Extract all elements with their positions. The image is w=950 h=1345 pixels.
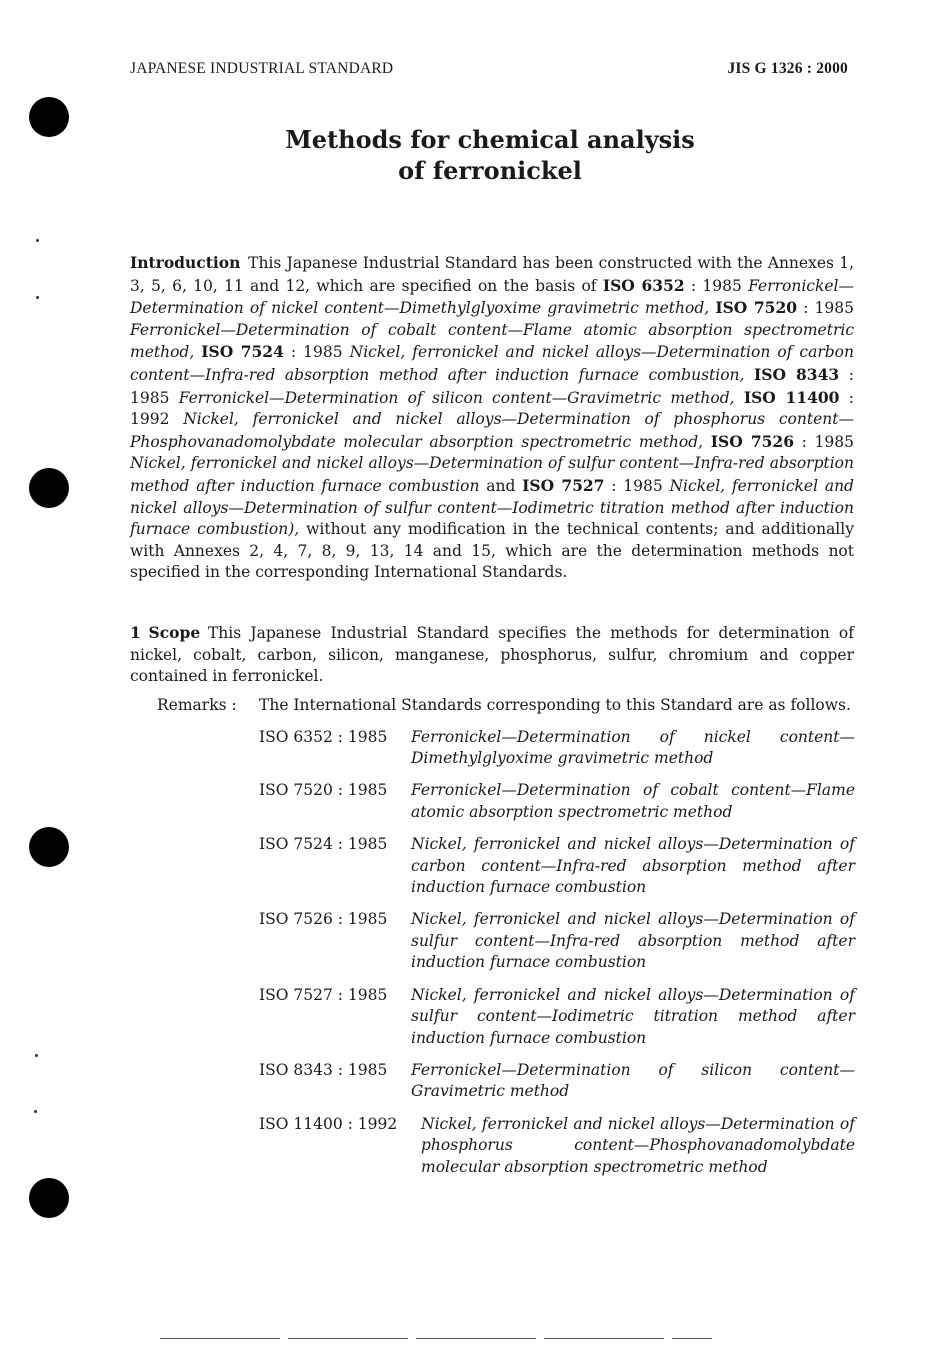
intro-iso-7526: ISO 7526 [710, 431, 794, 451]
intro-title-7520: Ferronickel—Determination of cobalt content—Flame atomic absorption spectrometric method, [130, 320, 854, 362]
introduction-paragraph [130, 252, 854, 584]
standard-item [259, 727, 855, 770]
page-header [130, 60, 848, 78]
punch-hole-1 [29, 97, 69, 137]
standard-number: ISO 8343 : 1985 [259, 1060, 388, 1079]
title-line-1: Methods for chemical analysis [285, 125, 695, 154]
intro-iso-6352: ISO 6352 [602, 275, 685, 295]
punch-hole-3 [29, 827, 69, 867]
scan-speck [34, 1110, 37, 1113]
intro-iso-7527: ISO 7527 [522, 475, 605, 495]
intro-title-7526: Nickel, ferronickel and nickel alloys—Determination of sulfur content—Infra-red absorption method after induction furnace combustion [130, 454, 854, 495]
intro-iso-7520: ISO 7520 [715, 298, 798, 318]
standard-title: Ferronickel—Determination of cobalt content—Flame atomic absorption spectrometric method [411, 781, 855, 821]
intro-year-11400: : 1992 [130, 388, 854, 429]
intro-text-1: This Japanese Industrial Standard has been constructed with the Annexes 1, 3, 5, 6, 10, 11 and 12, which are specified on the basis of [130, 254, 854, 295]
standards-list [259, 727, 855, 1179]
standard-number: ISO 7527 : 1985 [259, 985, 388, 1004]
standard-title: Nickel, ferronickel and nickel alloys—Determination of sulfur content—Infra-red absorption method after induction furnace combustion [411, 910, 855, 972]
document-title [130, 124, 850, 186]
intro-and: and [486, 476, 516, 495]
standard-item [259, 985, 855, 1050]
intro-year-7520: : 1985 [803, 299, 854, 318]
standard-number: ISO 7524 : 1985 [259, 834, 388, 853]
scope-text: This Japanese Industrial Standard specifies the methods for determination of nickel, cobalt, carbon, silicon, manganese, phosphorus, sulfur, chromium and copper contained in ferronickel. [130, 624, 854, 686]
intro-year-6352: : 1985 [690, 276, 742, 295]
standard-title: Nickel, ferronickel and nickel alloys—Determination of phosphorus content—Phosphovanadomolybdate molecular absorption spectrometric method [421, 1114, 855, 1176]
intro-iso-7524: ISO 7524 [201, 342, 284, 362]
scope-paragraph [130, 622, 854, 688]
standard-title: Ferronickel—Determination of silicon content—Gravimetric method [411, 1060, 855, 1101]
standard-item [259, 1114, 855, 1179]
standard-item [259, 834, 855, 899]
scope-number: 1 [130, 623, 141, 642]
standard-item [259, 780, 855, 823]
title-line-2: of ferronickel [398, 156, 582, 185]
intro-year-7527: : 1985 [611, 476, 663, 495]
scan-speck [36, 239, 39, 242]
remarks-body [259, 695, 855, 1189]
scope-heading: Scope [148, 623, 201, 642]
intro-title-8343: Ferronickel—Determination of silicon content—Gravimetric method, [178, 388, 735, 407]
intro-title-11400: Nickel, ferronickel and nickel alloys—Determination of phosphorus content—Phosphovanadomolybdate molecular absorption spectrometric method, [130, 410, 854, 451]
intro-text-2: without any modification in the technical contents; and additionally with Annexes 2, 4, 7, 8, 9, 13, 14 and 15, which are the determination methods not specified in the corresponding International Standards. [130, 520, 854, 582]
intro-title-7524: Nickel, ferronickel and nickel alloys—Determination of carbon content—Infra-red absorption method after induction furnace combustion, [130, 343, 854, 384]
standard-number: ISO 11400 : 1992 [259, 1114, 398, 1133]
intro-year-7526: : 1985 [801, 432, 854, 451]
scan-speck [36, 296, 39, 299]
intro-year-7524: : 1985 [290, 343, 343, 362]
intro-title-7527: Nickel, ferronickel and nickel alloys—Determination of sulfur content—Iodimetric titration method after induction furnace combustion), [130, 476, 854, 539]
standard-number: ISO 6352 : 1985 [259, 727, 388, 746]
introduction-heading: Introduction [130, 253, 241, 272]
footer-rule [160, 1338, 712, 1339]
header-standard-code: JIS G 1326 : 2000 [727, 60, 848, 77]
standard-title: Ferronickel—Determination of nickel content—Dimethylglyoxime gravimetric method [411, 727, 855, 768]
punch-hole-2 [29, 468, 69, 508]
intro-year-8343: : 1985 [130, 365, 854, 407]
standard-number: ISO 7520 : 1985 [259, 781, 388, 800]
punch-hole-4 [29, 1178, 69, 1218]
standard-title: Nickel, ferronickel and nickel alloys—Determination of sulfur content—Iodimetric titration method after induction furnace combustion [411, 985, 855, 1047]
header-standard-type: JAPANESE INDUSTRIAL STANDARD [130, 60, 394, 77]
remarks-label: Remarks : [157, 696, 237, 714]
standard-item [259, 909, 855, 974]
scan-speck [35, 1054, 38, 1057]
standard-number: ISO 7526 : 1985 [259, 910, 388, 929]
intro-title-6352: Ferronickel—Determination of nickel content—Dimethylglyoxime gravimetric method, [130, 276, 854, 318]
standard-item [259, 1060, 855, 1103]
intro-iso-11400: ISO 11400 [743, 387, 840, 407]
remarks-text: The International Standards corresponding to this Standard are as follows. [259, 696, 851, 714]
intro-iso-8343: ISO 8343 [754, 364, 840, 384]
standard-title: Nickel, ferronickel and nickel alloys—Determination of carbon content—Infra-red absorption method after induction furnace combustion [411, 834, 855, 897]
